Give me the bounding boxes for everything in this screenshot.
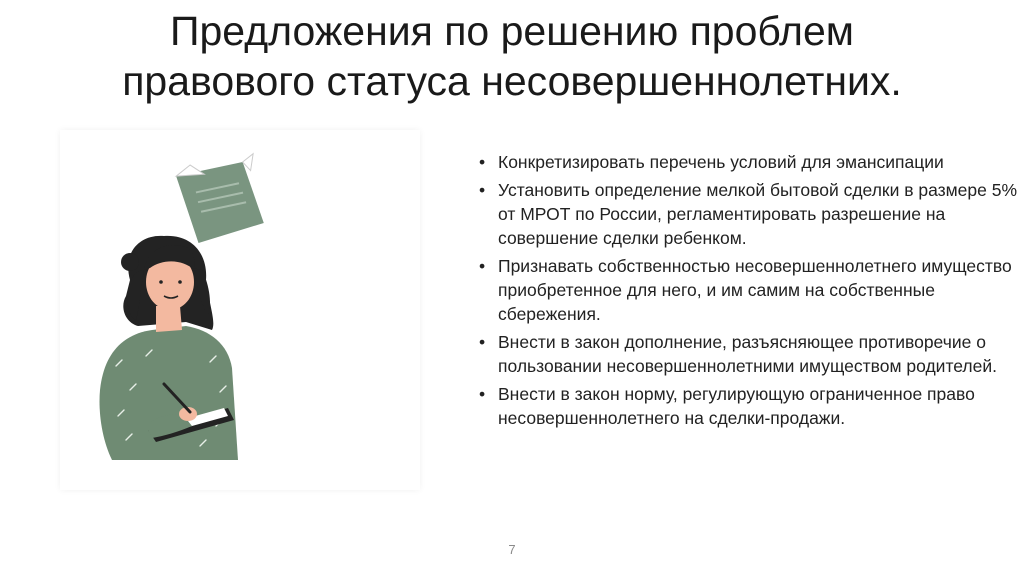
- slide-title: [0, 6, 1024, 106]
- list-item: • Конкретизировать перечень условий для эмансипации: [478, 150, 1018, 174]
- list-item: • Внести в закон дополнение, разъясняющее противоречие о пользовании несовершеннолетними имуществом родителей.: [478, 330, 1018, 378]
- list-item: • Внести в закон норму, регулирующую ограниченное право несовершеннолетнего на сделки-продажи.: [478, 382, 1018, 430]
- sticky-note-icon: [174, 152, 268, 245]
- slide-title-line-2: правового статуса несовершеннолетних.: [122, 58, 902, 104]
- woman-writing-illustration: [60, 130, 420, 490]
- page-number: 7: [508, 542, 516, 557]
- slide-title-line-1: Предложения по решению проблем: [170, 8, 854, 54]
- woman-figure: [100, 236, 239, 460]
- proposal-list: [478, 150, 1018, 434]
- list-item: • Установить определение мелкой бытовой сделки в размере 5% от МРОТ по России, регламентировать разрешение на совершение сделки ребенком.: [478, 178, 1018, 250]
- list-item: • Признавать собственностью несовершеннолетнего имущество приобретенное для него, и им самим на собственные сбережения.: [478, 254, 1018, 326]
